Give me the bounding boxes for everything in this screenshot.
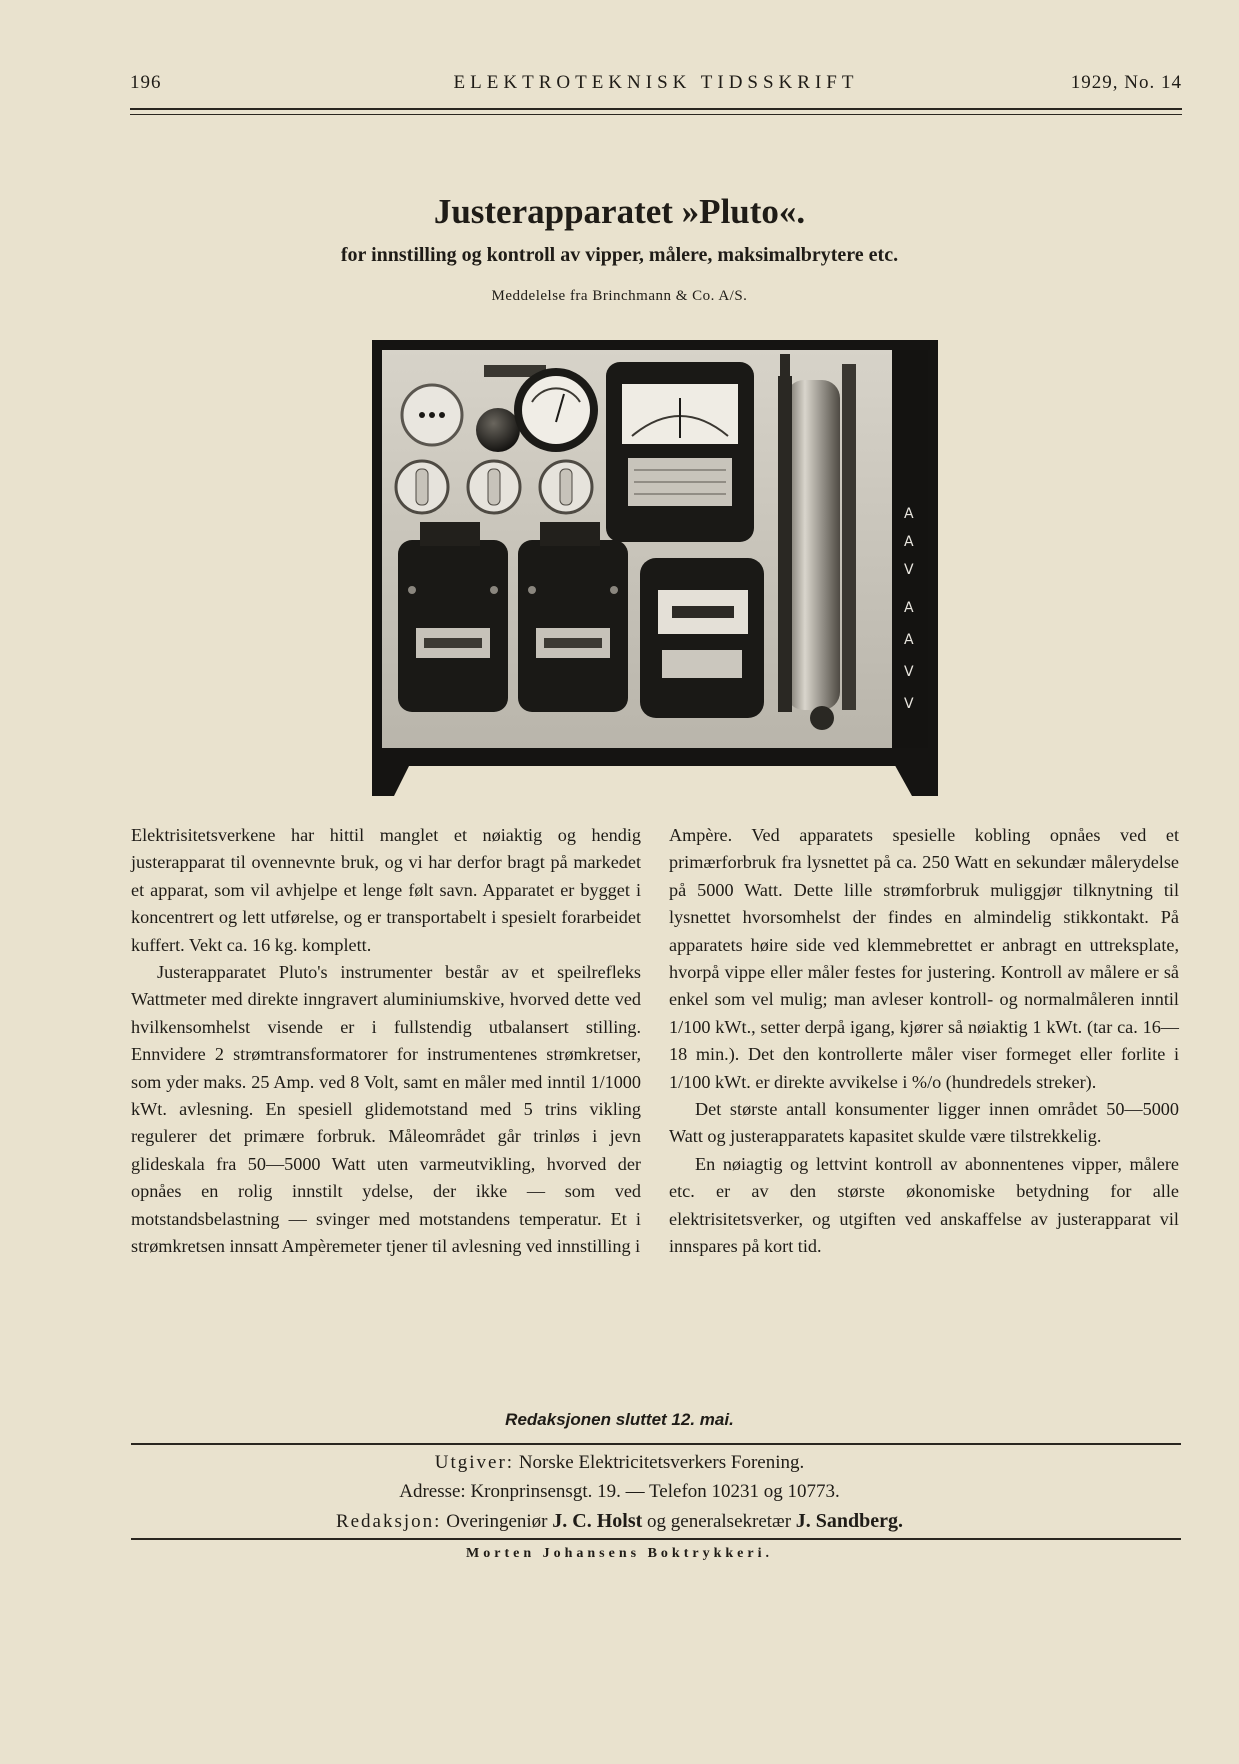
issue-number: 1929, No. 14 [1070, 72, 1182, 93]
address-text: Kronprinsensgt. 19. — Telefon 10231 og 10773. [470, 1481, 840, 1502]
editor-role: Overingeniør [446, 1511, 548, 1532]
terminal-label: V [904, 562, 914, 578]
editors-line [0, 1510, 1239, 1533]
header-rule [130, 108, 1182, 115]
editor-name: J. C. Holst [552, 1510, 643, 1532]
sliding-resistor [778, 354, 856, 730]
address-label: Adresse: [399, 1481, 466, 1502]
journal-title: ELEKTROTEKNISK TIDSSKRIFT [453, 72, 859, 93]
right-column [669, 822, 1179, 1261]
right-foot [892, 760, 938, 796]
publisher-name: Norske Elektricitetsverkers Forening. [518, 1452, 805, 1473]
editors-label: Redaksjon: [335, 1511, 442, 1532]
paragraph: Elektrisitetsverkene har hittil manglet et nøiaktig og hendig justerapparat til ovennevnte bruk, og vi har derfor bragt på markedet et apparat, som vil avhjelpe et lenge følt savn. Apparatet er bygget i koncentrert og lett utførelse, og er transportabelt i spesielt forarbeidet kuffert. Vekt ca. 16 kg. komplett. [131, 825, 641, 955]
editorial-closing-note: Redaksjonen sluttet 12. mai. [505, 1410, 734, 1429]
terminal-label: A [904, 506, 914, 522]
paragraph: Det største antall konsumenter ligger innen området 50—5000 Watt og justerapparatets kapasitet skulde være tilstrekkelig. [669, 1099, 1179, 1147]
address-line [0, 1481, 1239, 1503]
running-head [130, 72, 1182, 98]
footer-rule-bottom [131, 1538, 1181, 1540]
publisher-label: Utgiver: [434, 1452, 515, 1473]
apparatus-photo [372, 340, 938, 796]
left-foot [372, 760, 412, 796]
wattmeter [606, 362, 754, 542]
rotary-switches [396, 461, 592, 513]
paragraph: En nøiagtig og lettvint kontroll av abonnentenes vipper, målere etc. er av den største økonomiske betydning for alle elektrisitetsverker, og utgiften ved anskaffelse av justerapparat vil innspares på kort tid. [669, 1153, 1179, 1257]
editor-name: J. Sandberg. [795, 1510, 904, 1532]
kwh-meter [640, 558, 764, 718]
page-number: 196 [130, 72, 162, 93]
editor-role: og generalsekretær [647, 1511, 792, 1532]
article-byline: Meddelelse fra Brinchmann & Co. A/S. [491, 288, 748, 304]
black-knob [476, 408, 520, 452]
paragraph: Justerapparatet Pluto's instrumenter består av et speilrefleks Wattmeter med direkte inngravert aluminiumskive, hvorved dette ved hvilkensomhelst visende er i fullstendig utbalansert stilling. Ennvidere 2 strømtransformatorer for instrumentenes strømkretser, som yder maks. 25 Amp. ved 8 Volt, samt en måler med inntil 1/1000 kWt. avlesning. En spesiell glidemotstand med 5 trins vikling regulerer det primære forbruk. Måleområdet går trinløs i jevn glideskala fra 50—5000 Watt uten varmeutvikling, hvorved der opnåes en rolig innstilt ydelse, der ikke — som ved motstandsbelastning — svinger med motstandens temperatur. Et i strømkretsen innsatt Ampèremeter tjener til avlesning ved innstilling i [131, 962, 641, 1257]
terminal-label: A [904, 600, 914, 616]
printer-credit: Morten Johansens Boktrykkeri. [466, 1546, 773, 1561]
terminal-label: A [904, 534, 914, 550]
left-column [131, 822, 641, 1261]
footer-rule-top [131, 1443, 1181, 1445]
terminal-label: V [904, 696, 914, 712]
terminal-label: V [904, 664, 914, 680]
current-transformer-left [398, 522, 508, 712]
current-transformer-middle [518, 522, 628, 712]
article-title: Justerapparatet »Pluto«. [433, 192, 806, 231]
publisher-line [0, 1452, 1239, 1474]
terminal-label: A [904, 632, 914, 648]
article-subtitle: for innstilling og kontroll av vipper, målere, maksimalbrytere etc. [340, 244, 899, 266]
paragraph: Ampère. Ved apparatets spesielle kobling opnåes ved et primærforbruk fra lysnettet på ca. 250 Watt en sekundær målerydelse på 5000 Watt. Dette lille strømforbruk muliggjør tilknytning til lysnettet hvorsomhelst der findes en almindelig stikkontakt. På apparatets høire side ved klemmebrettet er anbragt en uttreksplate, hvorpå vippe eller måler festes for justering. Kontroll av målere er så enkel som vel mulig; man avleser kontroll- og normalmåleren inntil 1/100 kWt., setter derpå igang, kjører så nøiaktig 1 kWt. (tar ca. 16—18 min.). Det den kontrollerte måler viser formeget eller forlite i 1/100 kWt. er direkte avvikelse i %/o (hundredels streker). [669, 825, 1179, 1092]
